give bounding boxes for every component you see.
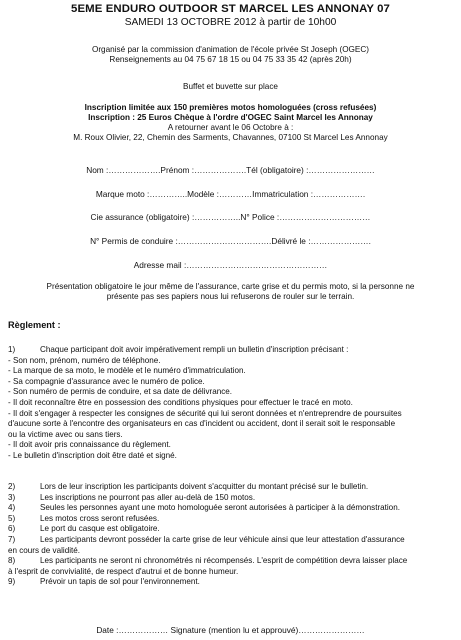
rule-text: - Le bulletin d'inscription doit être daté et signé. xyxy=(8,450,177,460)
rule-line xyxy=(8,482,458,493)
reglement-section-2 xyxy=(8,482,458,588)
organisation-block xyxy=(0,45,461,65)
rule-text: Les participants ne seront ni chronométrés ni récompensés. L'esprit de compétition devra laisser place xyxy=(40,556,408,566)
rule-text: Les inscriptions ne pourront pas aller au-delà de 150 motos. xyxy=(40,492,256,502)
presentation-line-1: Présentation obligatoire le jour même de l'assurance, carte grise et du permis moto, si la personne ne xyxy=(46,282,415,291)
rule-number: 9) xyxy=(8,577,16,587)
rule-text: Le port du casque est obligatoire. xyxy=(40,524,160,534)
form-row-vehicle: Marque moto :…………..Modèle :…………Immatriculation :………………. xyxy=(95,189,366,199)
rule-line xyxy=(8,503,458,514)
inscription-limit: Inscription limitée aux 150 premières motos homologuées (cross refusées) xyxy=(84,103,377,112)
rule-text: - La marque de sa moto, le modèle et le numéro d'immatriculation. xyxy=(8,366,246,376)
rule-number: 4) xyxy=(8,503,16,513)
rule-number: 3) xyxy=(8,492,16,502)
buffet-line: Buffet et buvette sur place xyxy=(183,82,278,91)
contact-line: Renseignements au 04 75 67 18 15 ou 04 75 33 35 42 (après 20h) xyxy=(109,54,352,64)
rule-text: d'aucune sorte à l'encontre des organisateurs en cas d'incident ou accident, dont il serait soit le responsable xyxy=(8,419,396,429)
rule-number: 5) xyxy=(8,513,16,523)
presentation-notice xyxy=(0,282,461,302)
rule-line xyxy=(8,398,458,409)
rule-number: 7) xyxy=(8,534,16,544)
form-row-identity: Nom :……………….Prénom :……………….Tél (obligatoire) :…………………… xyxy=(86,165,375,175)
signature-line: Date :……………… Signature (mention lu et approuvé)…………………… xyxy=(96,625,365,635)
rule-text: en cours de validité. xyxy=(8,545,80,555)
rule-number: 8) xyxy=(8,556,16,566)
rule-line xyxy=(8,556,458,567)
rule-text: - Son numéro de permis de conduire, et sa date de délivrance. xyxy=(8,387,233,397)
rule-line xyxy=(8,493,458,504)
event-title: 5EME ENDURO OUTDOOR ST MARCEL LES ANNONAY 07 xyxy=(71,3,390,15)
rule-line xyxy=(8,345,458,356)
rule-line xyxy=(8,377,458,388)
rule-number: 6) xyxy=(8,524,16,534)
rule-line xyxy=(8,430,458,441)
rule-line xyxy=(8,409,458,420)
rule-line xyxy=(8,356,458,367)
rule-line xyxy=(8,366,458,377)
rule-text: - Il doit reconnaître être en possession des conditions physiques pour effectuer le tracé en moto. xyxy=(8,397,353,407)
rule-text: à l'esprit de convivialité, de respect d'autrui et de bonne humeur. xyxy=(8,566,239,576)
rule-text: Les participants devront posséder la carte grise de leur véhicule ainsi que leur attestation d'assurance xyxy=(40,534,405,544)
rule-line xyxy=(8,577,458,588)
rule-line xyxy=(8,514,458,525)
rule-text: - Il doit avoir pris connaissance du règlement. xyxy=(8,440,171,450)
rule-text: Prévoir un tapis de sol pour l'environnement. xyxy=(40,577,200,587)
rule-line xyxy=(8,535,458,546)
rule-text: Les motos cross seront refusées. xyxy=(40,513,160,523)
rule-number: 2) xyxy=(8,482,16,491)
rule-text: Lors de leur inscription les participants doivent s'acquitter du montant précisé sur le bulletin. xyxy=(40,482,369,491)
form-row-email: Adresse mail :…………………………………………… xyxy=(133,260,328,270)
form-row-licence: N° Permis de conduire :…………………………….Délivré le :…………………. xyxy=(90,236,371,246)
return-address: M. Roux Olivier, 22, Chemin des Sarments, Chavannes, 07100 St Marcel Les Annonay xyxy=(73,132,388,142)
rule-line xyxy=(8,567,458,578)
inscription-fee: Inscription : 25 Euros Chèque à l'ordre d'OGEC Saint Marcel les Annonay xyxy=(88,112,373,122)
rule-text: - Son nom, prénom, numéro de téléphone. xyxy=(8,355,161,365)
form-row-insurance: Cie assurance (obligatoire) :……………..N° Police :…………………………… xyxy=(90,212,371,222)
rule-line xyxy=(8,419,458,430)
rule-line xyxy=(8,451,458,462)
rule-text: Seules les personnes ayant une moto homologuée seront autorisées à participer à la démonstration. xyxy=(40,503,400,513)
reglement-title: Règlement : xyxy=(8,320,61,330)
rule-text: - Il doit s'engager à respecter les consignes de sécurité qui lui seront données et n'entreprendre de poursuites xyxy=(8,408,402,418)
rule-text: - Sa compagnie d'assurance avec le numéro de police. xyxy=(8,376,205,386)
rule-text: ou la victime avec ou sans tiers. xyxy=(8,429,123,439)
rule-line xyxy=(8,387,458,398)
reglement-section-1 xyxy=(8,345,458,462)
return-instruction: A retourner avant le 06 Octobre à : xyxy=(167,122,294,132)
rule-line xyxy=(8,440,458,451)
rule-number: 1) xyxy=(8,345,16,354)
organiser-line: Organisé par la commission d'animation de l'école privée St Joseph (OGEC) xyxy=(91,45,370,54)
event-date: SAMEDI 13 OCTOBRE 2012 à partir de 10h00 xyxy=(124,17,337,28)
rule-line xyxy=(8,524,458,535)
presentation-line-2: présente pas ses papiers nous lui refuserons de rouler sur le terrain. xyxy=(106,291,355,301)
inscription-block xyxy=(0,103,461,142)
rule-line xyxy=(8,546,458,557)
rule-text: Chaque participant doit avoir impérativement rempli un bulletin d'inscription précisant : xyxy=(40,345,349,354)
